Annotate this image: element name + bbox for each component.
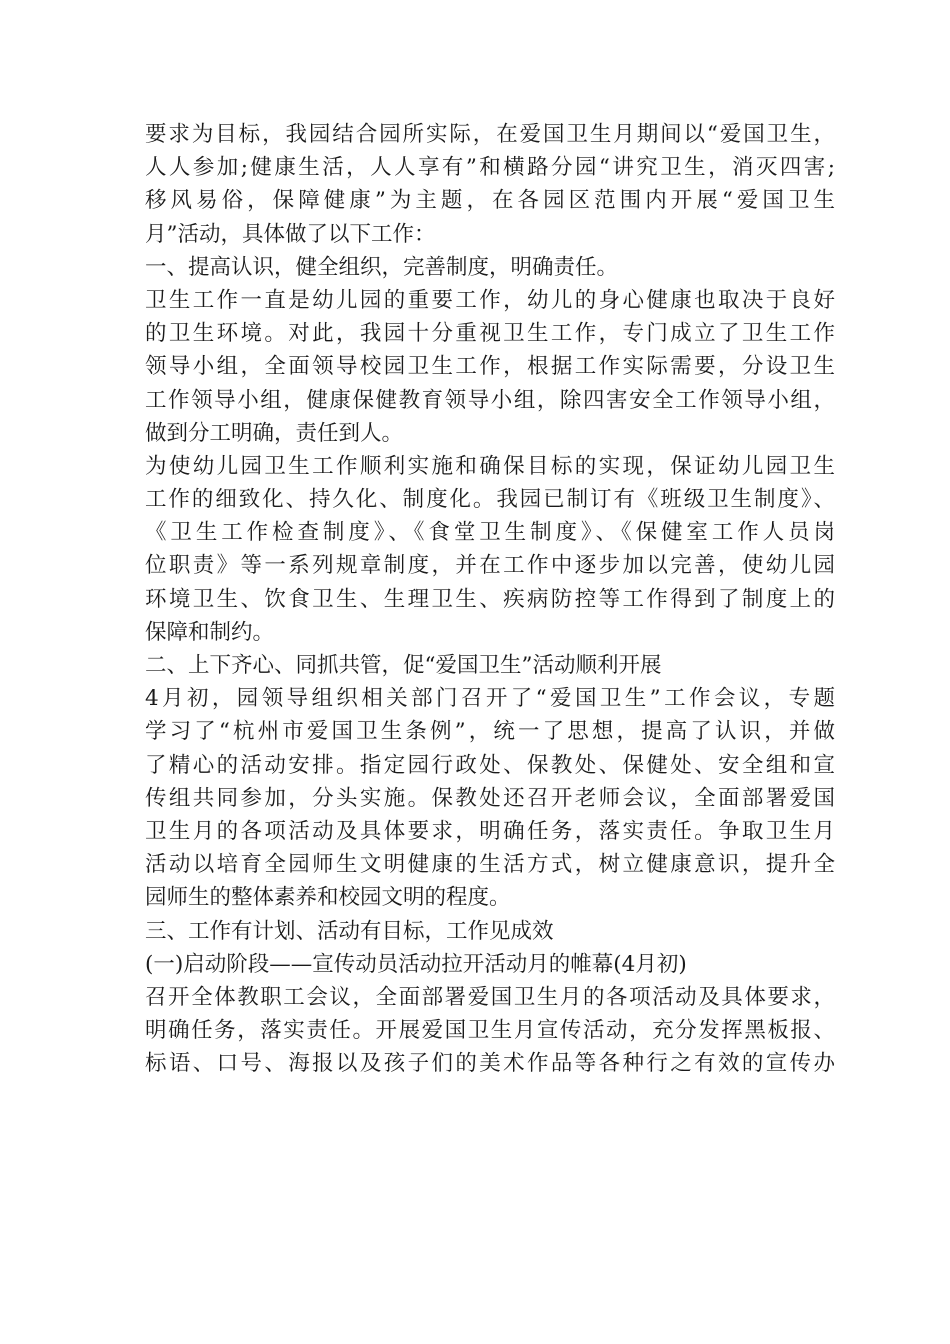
text-line: 人人参加;健康生活，人人享有”和横路分园“讲究卫生，消灭四害;: [145, 155, 835, 181]
text-line: 的卫生环境。对此，我园十分重视卫生工作，专门成立了卫生工作: [145, 321, 835, 347]
text-line: 标语、口号、海报以及孩子们的美术作品等各种行之有效的宣传办: [145, 1051, 835, 1077]
text-line: 明确任务，落实责任。开展爱国卫生月宣传活动，充分发挥黑板报、: [145, 1018, 835, 1044]
text-line: 卫生月的各项活动及具体要求，明确任务，落实责任。争取卫生月: [145, 818, 835, 844]
text-line: 活动以培育全园师生文明健康的生活方式，树立健康意识，提升全: [145, 852, 835, 878]
text-line: 卫生工作一直是幼儿园的重要工作，幼儿的身心健康也取决于良好: [145, 287, 835, 313]
text-line: 要求为目标，我园结合园所实际，在爱国卫生月期间以“爱国卫生，: [145, 122, 835, 147]
text-line: 三、工作有计划、活动有目标，工作见成效: [145, 918, 554, 944]
text-line: 《卫生工作检查制度》、《食堂卫生制度》、《保健室工作人员岗: [145, 520, 835, 546]
text-line: 了精心的活动安排。指定园行政处、保教处、保健处、安全组和宣: [145, 752, 835, 778]
text-line: 领导小组，全面领导校园卫生工作，根据工作实际需要，分设卫生: [145, 354, 835, 380]
text-line: 做到分工明确，责任到人。: [145, 420, 404, 446]
text-line: (一)启动阶段——宣传动员活动拉开活动月的帷幕(4月初): [145, 951, 687, 977]
text-line: 一、提高认识，健全组织，完善制度，明确责任。: [145, 254, 619, 280]
text-line: 传组共同参加，分头实施。保教处还召开老师会议，全面部署爱国: [145, 785, 835, 811]
text-line: 位职责》等一系列规章制度，并在工作中逐步加以完善，使幼儿园: [145, 553, 835, 579]
text-line: 环境卫生、饮食卫生、生理卫生、疾病防控等工作得到了制度上的: [145, 586, 835, 612]
text-line: 召开全体教职工会议，全面部署爱国卫生月的各项活动及具体要求，: [145, 984, 835, 1010]
text-line: 园师生的整体素养和校园文明的程度。: [145, 885, 511, 911]
text-line: 移风易俗，保障健康”为主题，在各园区范围内开展“爱国卫生: [145, 188, 835, 214]
text-line: 工作的细致化、持久化、制度化。我园已制订有《班级卫生制度》、: [145, 487, 835, 513]
text-line: 为使幼儿园卫生工作顺利实施和确保目标的实现，保证幼儿园卫生: [145, 453, 835, 479]
text-line: 工作领导小组，健康保健教育领导小组，除四害安全工作领导小组，: [145, 387, 835, 413]
text-line: 4月初，园领导组织相关部门召开了“爱国卫生”工作会议，专题: [145, 686, 835, 712]
text-line: 二、上下齐心、同抓共管，促“爱国卫生”活动顺利开展: [145, 653, 662, 678]
text-line: 学习了“杭州市爱国卫生条例”，统一了思想，提高了认识，并做: [145, 719, 835, 745]
document-body: [145, 118, 835, 1080]
text-line: 保障和制约。: [145, 619, 275, 645]
text-line: 月”活动，具体做了以下工作：: [145, 221, 436, 247]
